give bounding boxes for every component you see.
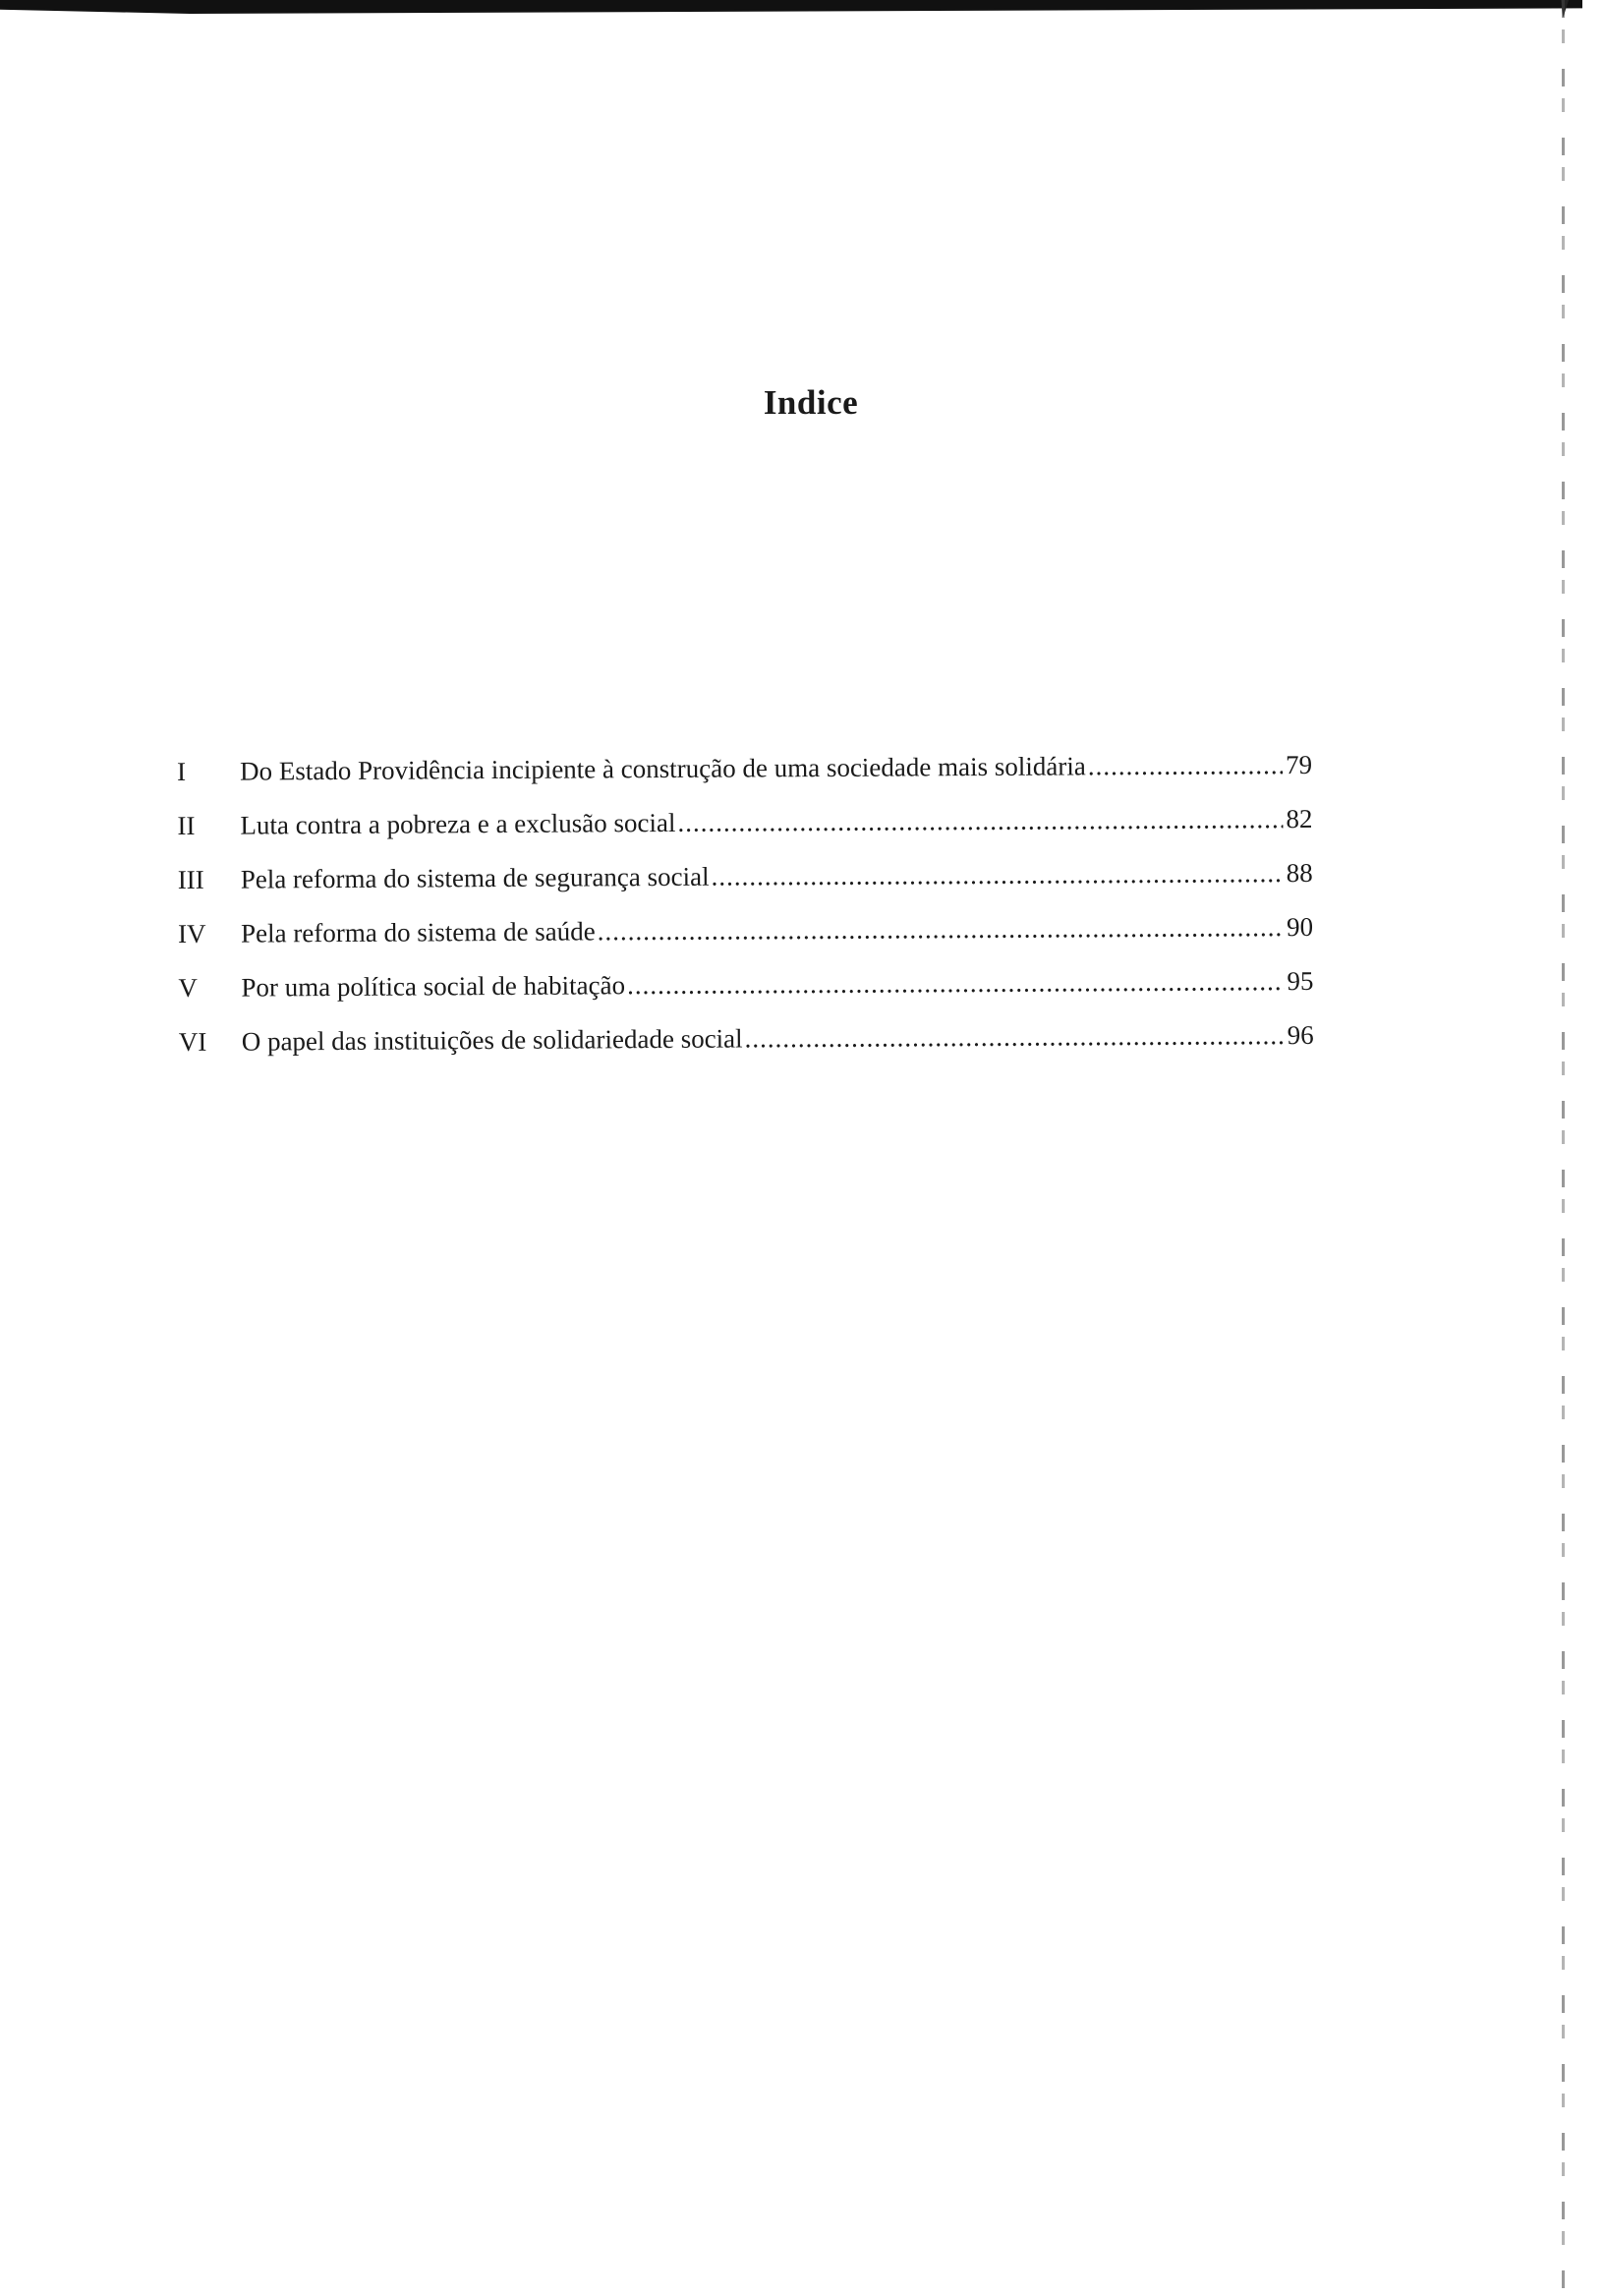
toc-entry	[178, 966, 1313, 1027]
toc-entry-title: Pela reforma do sistema de segurança social	[240, 861, 710, 894]
toc-dot-leader	[677, 804, 1283, 838]
toc-entry-page: 96	[1287, 1019, 1314, 1051]
toc-entry-number: II	[177, 810, 196, 840]
toc-entry	[178, 912, 1313, 973]
page-title: Indice	[763, 383, 859, 422]
toc-entry-title: Pela reforma do sistema de saúde	[241, 916, 596, 948]
toc-entry	[179, 1020, 1314, 1081]
toc-entry	[177, 804, 1312, 865]
toc-entry-page: 95	[1287, 965, 1314, 997]
toc-entry-number: IV	[178, 918, 206, 948]
toc-dot-leader	[627, 966, 1285, 1001]
toc-entry-number: III	[177, 864, 204, 894]
toc-entry-number: I	[177, 756, 187, 786]
toc-entry-page: 88	[1286, 857, 1313, 889]
table-of-contents	[177, 750, 1314, 1081]
toc-entry-title: Por uma política social de habitação	[241, 970, 626, 1003]
toc-entry	[177, 750, 1312, 811]
toc-dot-leader	[711, 858, 1283, 892]
toc-entry-title: Luta contra a pobreza e a exclusão social	[240, 807, 676, 840]
scan-top-edge	[0, 0, 1582, 14]
toc-entry-number: VI	[178, 1026, 207, 1057]
toc-entry-page: 82	[1286, 803, 1313, 834]
toc-entry-page: 90	[1286, 911, 1314, 943]
toc-entry-title: Do Estado Providência incipiente à construção de uma sociedade mais solidária	[239, 751, 1086, 786]
toc-dot-leader	[598, 912, 1285, 947]
toc-entry-page: 79	[1285, 749, 1313, 780]
toc-dot-leader	[1088, 750, 1283, 781]
toc-dot-leader	[745, 1020, 1285, 1054]
toc-entry-title: O papel das instituições de solidariedade social	[241, 1023, 743, 1057]
toc-entry-number: V	[178, 972, 199, 1003]
toc-entry	[178, 858, 1313, 919]
scan-right-edge	[1562, 0, 1565, 2296]
